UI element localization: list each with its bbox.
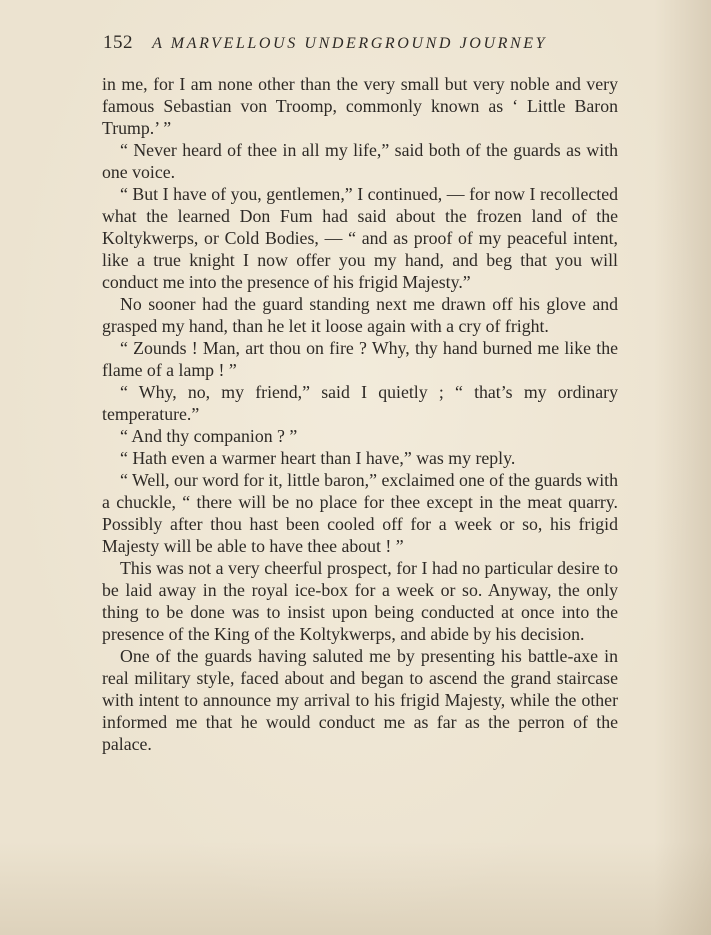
- paragraph: No sooner had the guard standing next me drawn off his glove and grasped my hand, than he let it loose again with a cry of fright.: [102, 294, 618, 336]
- paragraph: “ Hath even a warmer heart than I have,” was my reply.: [120, 448, 516, 468]
- paragraph: “ But I have of you, gentlemen,” I continued, — for now I recollected what the learned Don Fum had said about the frozen land of the Koltykwerps, or Cold Bodies, — “ and as proof of my peaceful intent, like a true knight I now offer you my hand, and beg that you will conduct me into the presence of his frigid Majesty.”: [102, 184, 618, 292]
- body-text: [102, 73, 618, 755]
- paragraph: in me, for I am none other than the very small but very noble and very famous Sebastian von Troomp, commonly known as ‘ Little Baron Trump.’ ”: [102, 74, 618, 138]
- running-head: [103, 32, 623, 58]
- paragraph: “ Well, our word for it, little baron,” exclaimed one of the guards with a chuckle, “ there will be no place for thee except in the meat quarry. Possibly after thou hast been cooled off for a week or so, his frigid Majesty will be able to have thee about ! ”: [102, 470, 618, 556]
- paragraph: “ And thy companion ? ”: [120, 426, 298, 446]
- paragraph: “ Zounds ! Man, art thou on fire ? Why, thy hand burned me like the flame of a lamp ! ”: [102, 338, 618, 380]
- page-number: 152: [103, 32, 133, 53]
- paragraph: “ Why, no, my friend,” said I quietly ; “ that’s my ordinary temperature.”: [102, 382, 618, 424]
- paragraph: This was not a very cheerful prospect, for I had no particular desire to be laid away in the royal ice-box for a week or so. Anyway, the only thing to be done was to insist upon being conducted at once into the presence of the King of the Koltykwerps, and abide by his decision.: [102, 558, 618, 644]
- running-title: A MARVELLOUS UNDERGROUND JOURNEY: [152, 35, 548, 52]
- paragraph: “ Never heard of thee in all my life,” said both of the guards as with one voice.: [102, 140, 618, 182]
- paragraph: One of the guards having saluted me by presenting his battle-axe in real military style, faced about and began to ascend the grand staircase with intent to announce my arrival to his frigid Majesty, while the other informed me that he would conduct me as far as the perron of the palace.: [102, 646, 618, 754]
